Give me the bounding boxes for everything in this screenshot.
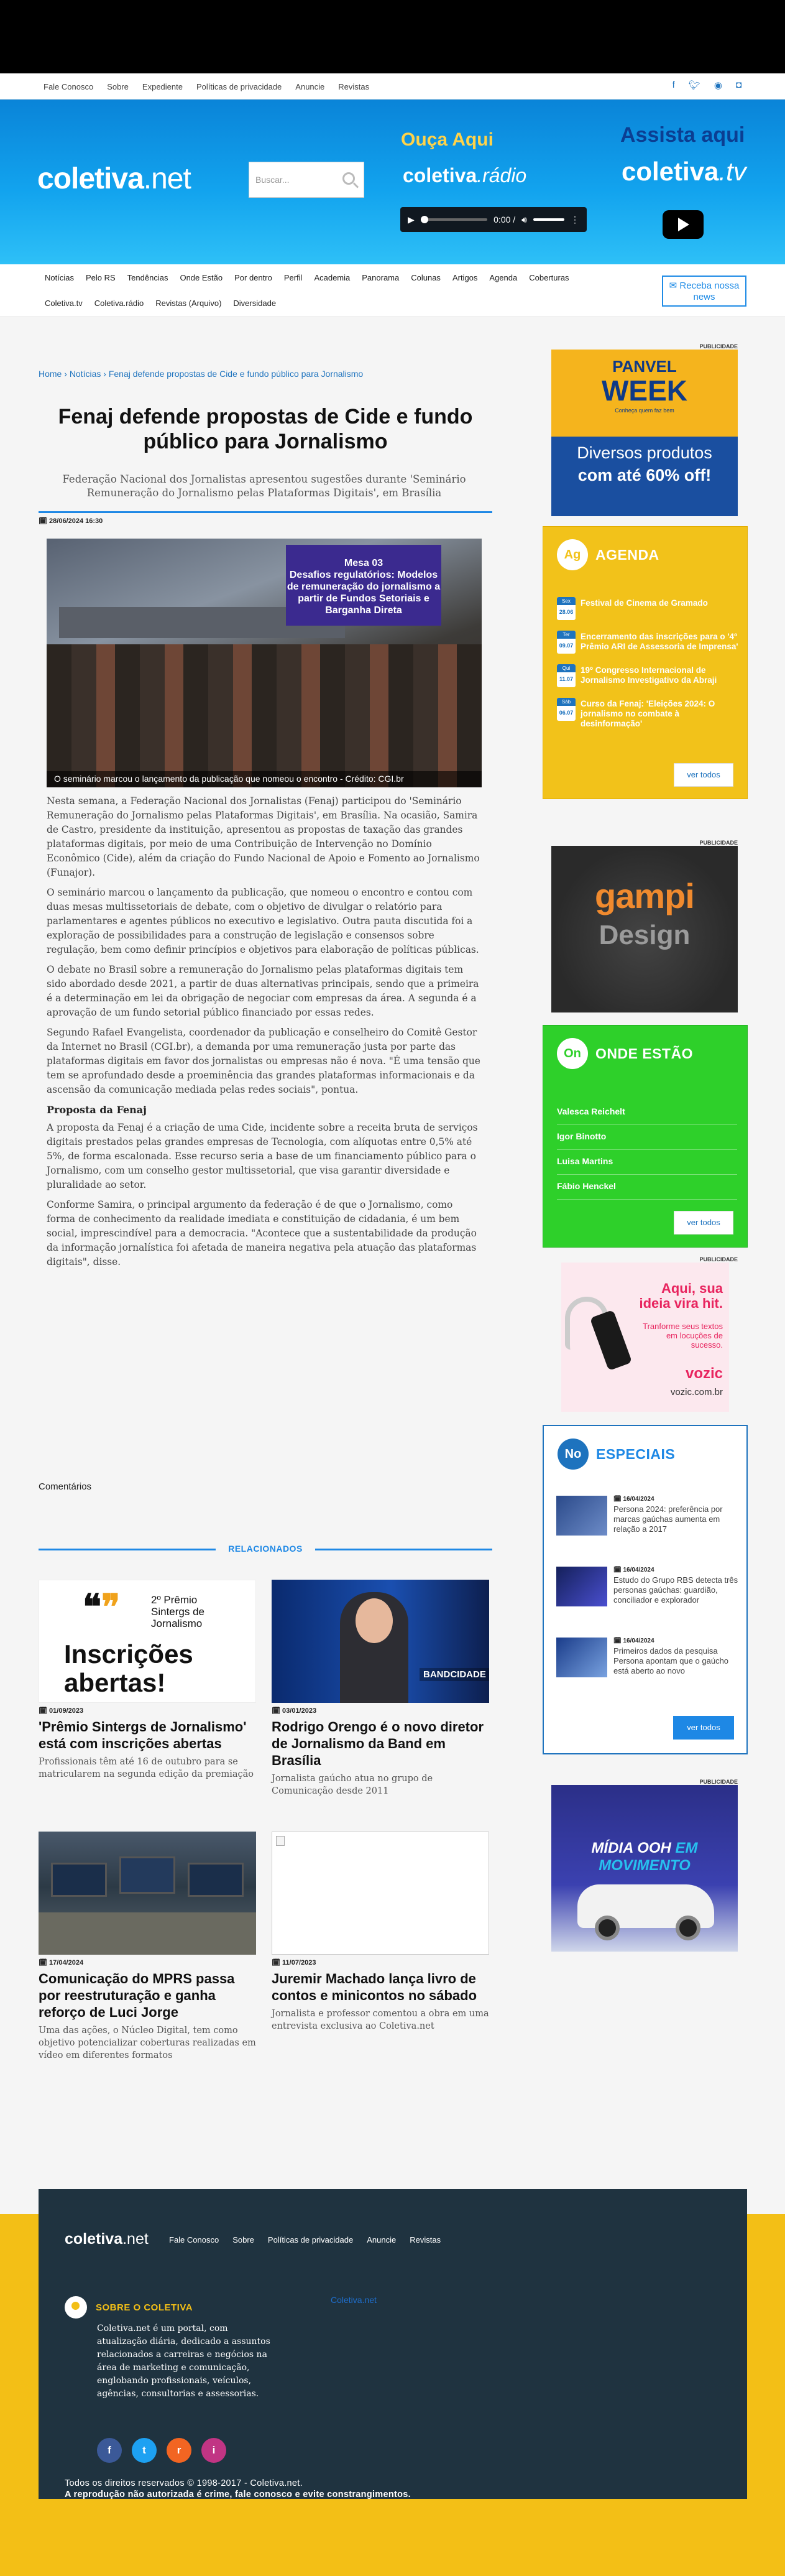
ad-label-2: PUBLICIDADE — [699, 840, 738, 846]
especiais-item[interactable] — [556, 1567, 740, 1638]
ad-label-4: PUBLICIDADE — [699, 1779, 738, 1785]
onde-estao-widget — [543, 1025, 748, 1248]
onde-list — [557, 1100, 737, 1200]
agenda-date — [557, 698, 576, 721]
footer-links — [169, 2235, 441, 2245]
agenda-item[interactable] — [557, 664, 740, 687]
especiais-date-value: 16/04/2024 — [623, 1638, 654, 1644]
top-utility-nav — [0, 73, 785, 100]
especiais-header — [558, 1439, 675, 1470]
article-paragraph: Segundo Rafael Evangelista, coordenador da publicação e conselheiro do Comitê Gestor da Internet no Brasil (CGI.br), a demanda por uma remuneração justa por parte das plataformas digitais em favor dos jornalistas ou empresas não é nova. "É uma tensão que tem se aprofundado desde a proeminência das grandes plataformas informacionais e da ascensão da comunicação mediada pelas redes sociais", pontua. — [47, 1027, 480, 1095]
top-link[interactable]: Políticas de privacidade — [196, 82, 282, 91]
comments-heading: Comentários — [39, 1481, 92, 1492]
article-title: Fenaj defende propostas de Cide e fundo público para Jornalismo — [58, 405, 473, 453]
related-image-text-2: Inscrições abertas! — [64, 1639, 193, 1697]
broken-image-icon — [276, 1836, 285, 1846]
agenda-weekday: Ter — [557, 631, 576, 639]
footer-link[interactable]: Sobre — [232, 2235, 254, 2245]
related-heading — [39, 1542, 492, 1556]
nav-item[interactable]: Artigos — [452, 273, 478, 282]
monitor-shape-3 — [188, 1863, 244, 1897]
especiais-item[interactable] — [556, 1496, 740, 1567]
agenda-item-title[interactable]: Curso da Fenaj: 'Eleições 2024: O jornalismo no combate à desinformação' — [581, 699, 715, 728]
facebook-icon[interactable]: f — [97, 2438, 122, 2463]
footer — [39, 2189, 747, 2499]
especiais-text — [613, 1638, 740, 1708]
especiais-list — [556, 1496, 740, 1708]
nav-item[interactable]: Colunas — [411, 273, 441, 282]
volume-icon[interactable]: 🔊︎ — [521, 214, 527, 225]
agenda-widget — [543, 526, 748, 799]
especiais-date-value: 16/04/2024 — [623, 1567, 654, 1573]
related-image-text-1: 2º Prêmio Sintergs de Jornalismo — [151, 1594, 204, 1629]
especiais-date-value: 16/04/2024 — [623, 1496, 654, 1503]
vozic-line1: Aqui, sua ideia vira hit. — [639, 1281, 723, 1311]
panvel-ad-top — [551, 350, 738, 437]
related-date-4: 🗓︎ 11/07/2023 — [272, 1959, 316, 1967]
car-wheel — [595, 1916, 620, 1940]
main-nav — [0, 264, 785, 317]
related-card-3[interactable] — [39, 1832, 256, 2062]
more-options-icon[interactable]: ⋮ — [571, 214, 579, 225]
especiais-more-button[interactable]: ver todos — [673, 1716, 734, 1740]
vozic-line4: vozic.com.br — [670, 1387, 723, 1397]
panvel-line2: WEEK — [602, 374, 687, 407]
related-title-1[interactable]: 'Prêmio Sintergs de Jornalismo' está com inscrições abertas — [39, 1719, 247, 1751]
agenda-item-title[interactable]: Festival de Cinema de Gramado — [581, 598, 708, 608]
footer-about-header — [65, 2296, 193, 2319]
search-input[interactable]: Buscar... — [249, 162, 364, 198]
monitor-shape — [51, 1863, 107, 1897]
onde-header — [557, 1038, 693, 1069]
related-card-1[interactable] — [39, 1580, 256, 1781]
especiais-date — [613, 1567, 740, 1573]
agenda-day: 11.07 — [559, 676, 574, 682]
breadcrumb-section[interactable]: Notícias — [69, 369, 101, 379]
onde-more-button[interactable]: ver todos — [674, 1211, 733, 1235]
article-paragraph: Nesta semana, a Federação Nacional dos Jornalistas (Fenaj) participou do 'Seminário Remuneração do Jornalismo pelas Plataformas Digitais', em Brasília. Na ocasião, Samira de Castro, presidente da instituição, apresentou as propostas de taxação das grandes plataformas digitais, por meio de uma Contribuição de Intervenção no Domínio Econômico (Cide), além da criação do Fundo Nacional de Apoio e Fomento ao Jornalismo (Funajor). — [47, 795, 480, 878]
onde-item[interactable]: Luisa Martins — [557, 1150, 737, 1175]
related-image-1[interactable] — [39, 1580, 256, 1703]
vozic-line3: vozic — [685, 1365, 723, 1382]
nav-item[interactable]: Por dentro — [234, 273, 272, 282]
footer-link[interactable]: Políticas de privacidade — [267, 2235, 354, 2245]
agenda-item-title[interactable]: Encerramento das inscrições para o '4º Prêmio ARI de Assessoria de Imprensa' — [581, 632, 738, 651]
panvel-ad[interactable] — [551, 350, 738, 516]
footer-logo[interactable]: coletiva.net — [65, 2230, 149, 2248]
especiais-item-title[interactable]: Persona 2024: preferência por marcas gaúchas aumenta em relação a 2017 — [613, 1504, 723, 1534]
search-icon[interactable] — [342, 172, 355, 185]
monitor-shape-2 — [119, 1856, 175, 1894]
article-paragraph: A proposta da Fenaj é a criação de uma Cide, incidente sobre a receita bruta de serviços digitais prestados pelas grandes empresas de Tecnologia, com alíquotas entre 0,5% até 5%, de forma escalonada. Esse recurso seria a base de um financiamento público para o Jornalismo, com um conselho gestor multissetorial, que visa garantir diversidade e pluralidade ao setor. — [47, 1122, 478, 1190]
play-icon[interactable]: ▶ — [408, 214, 415, 225]
person-face — [356, 1598, 393, 1643]
related-title: RELACIONADOS — [228, 1544, 303, 1554]
audio-progress[interactable] — [421, 218, 487, 221]
youtube-play-icon[interactable] — [663, 210, 704, 239]
top-link[interactable]: Sobre — [107, 82, 129, 91]
agenda-date — [557, 664, 576, 687]
midia-ooh-ad[interactable] — [551, 1785, 738, 1952]
related-title-3[interactable]: Comunicação do MPRS passa por reestruturação e ganha reforço de Luci Jorge — [39, 1971, 235, 2020]
agenda-item[interactable] — [557, 597, 740, 620]
especiais-date — [613, 1638, 740, 1644]
main-nav-row2 — [45, 299, 276, 308]
instagram-icon[interactable]: i — [201, 2438, 226, 2463]
top-black-bar — [0, 0, 785, 73]
vozic-line2: Tranforme seus textos em locuções de sucesso. — [643, 1322, 723, 1350]
top-link[interactable]: Expediente — [142, 82, 183, 91]
agenda-badge: Ag — [557, 539, 588, 570]
about-icon — [65, 2296, 87, 2319]
agenda-day: 28.06 — [559, 609, 574, 615]
related-summary-1: Profissionais têm até 16 de outubro para se matricularem na segunda edição da premiação — [39, 1757, 254, 1779]
newsletter-button[interactable]: ✉ Receba nossa news — [662, 276, 746, 307]
agenda-date — [557, 631, 576, 654]
agenda-date — [557, 597, 576, 620]
related-summary-3: Uma das ações, o Núcleo Digital, tem como objetivo potencializar coberturas realizadas em vídeo em diferentes formatos — [39, 2026, 256, 2060]
top-social — [673, 80, 741, 91]
photo-audience — [47, 644, 482, 787]
nav-item[interactable]: Agenda — [489, 273, 518, 282]
nav-item[interactable]: Pelo RS — [85, 273, 116, 282]
especiais-text — [613, 1567, 740, 1638]
agenda-more-button[interactable]: ver todos — [674, 763, 733, 787]
agenda-header — [557, 539, 659, 570]
especiais-thumbnail[interactable] — [556, 1567, 607, 1606]
related-rule-left — [39, 1549, 216, 1550]
agenda-item[interactable] — [557, 631, 740, 654]
footer-link[interactable]: Fale Conosco — [169, 2235, 219, 2245]
agenda-item-title[interactable]: 19º Congresso Internacional de Jornalismo Investigativo da Abraji — [581, 665, 717, 685]
rss-icon[interactable]: ◉ — [714, 80, 722, 91]
especiais-thumbnail[interactable] — [556, 1496, 607, 1536]
quote-icon: ❝❞ — [83, 1587, 121, 1626]
footer-about-text: Coletiva.net é um portal, com atualização diária, dedicado a assuntos relacionados a carreiras e negócios na área de marketing e comunicação, englobando profissionais, veículos, agências, consultorias e assessorias. — [97, 2323, 270, 2399]
related-date-3: 🗓︎ 17/04/2024 — [39, 1959, 84, 1967]
related-date-2: 🗓︎ 03/01/2023 — [272, 1707, 317, 1715]
related-card-2[interactable] — [272, 1580, 489, 1797]
article-date: 🗓︎ 28/06/2024 16:30 — [39, 517, 103, 525]
site-logo[interactable]: coletiva.net — [37, 162, 191, 195]
article-photo — [47, 539, 482, 787]
nav-item[interactable]: Revistas (Arquivo) — [155, 299, 222, 308]
breadcrumb: Home › Notícias › Fenaj defende propostas de Cide e fundo público para Jornalismo — [39, 369, 364, 379]
onde-item[interactable]: Fábio Henckel — [557, 1175, 737, 1200]
agenda-weekday: Sex — [557, 597, 576, 605]
calendar-icon: 🗓︎ — [613, 1567, 623, 1573]
calendar-icon: 🗓︎ — [613, 1638, 623, 1644]
photo-screen: Mesa 03 Desafios regulatórios: Modelos de remuneração do jornalismo a partir de Fundos Setoriais e Barganha Direta — [286, 545, 441, 626]
nav-item[interactable]: Tendências — [127, 273, 168, 282]
agenda-weekday: Sáb — [557, 698, 576, 706]
audio-time: 0:00 / — [493, 215, 516, 225]
nav-item[interactable]: Perfil — [283, 273, 303, 282]
footer-social — [97, 2438, 226, 2463]
top-link[interactable]: Revistas — [338, 82, 370, 91]
nav-item[interactable]: Onde Estão — [180, 273, 223, 282]
especiais-thumbnail[interactable] — [556, 1638, 607, 1677]
gampi-line1: gampi — [595, 876, 694, 915]
related-image-2[interactable] — [272, 1580, 489, 1703]
footer-coletiva-link[interactable]: Coletiva.net — [331, 2295, 377, 2305]
instagram-icon[interactable]: ◘ — [735, 80, 741, 90]
footer-link[interactable]: Revistas — [410, 2235, 441, 2245]
desk-shape — [39, 1912, 256, 1955]
nav-item[interactable]: Diversidade — [233, 299, 277, 308]
article-subtitle: Federação Nacional dos Jornalistas apresentou sugestões durante 'Seminário Remuneração do Jornalismo pelas Plataformas Digitais', em Brasília — [62, 473, 466, 499]
header-banner — [0, 100, 785, 264]
nav-item[interactable]: Coletiva.rádio — [94, 299, 144, 308]
photo-caption: O seminário marcou o lançamento da publicação que nomeou o encontro - Crédito: CGI.br — [47, 771, 482, 787]
footer-link[interactable]: Anuncie — [367, 2235, 397, 2245]
article-paragraph: Conforme Samira, o principal argumento da federação é de que o Jornalismo, como forma de conhecimento da realidade imediata e constituição de cidadania, é um bem social, imprescindível para a democracia. "Acontece que a sustentabilidade da produção da informação jornalística foi afetada de maneira negativa pela atuação das plataformas digitais", disse. — [47, 1199, 477, 1267]
calendar-icon: 🗓︎ — [613, 1496, 623, 1503]
especiais-text — [613, 1496, 740, 1567]
article-paragraph: O seminário marcou o lançamento da publicação, que nomeou o encontro e contou com duas mesas multissetoriais de debate, com o objetivo de divulgar o relatório para parlamentares e agentes públicos no executivo e legislativo. Outra pauta discutida foi a exploração de possibilidades para a construção de legislação e consensos sobre regulação, bem como definir princípios e objetivos para elaboração de políticas públicas. — [47, 887, 479, 955]
especiais-widget — [543, 1425, 748, 1754]
title-divider — [39, 511, 492, 513]
nav-item[interactable]: Coberturas — [529, 273, 569, 282]
agenda-list — [557, 597, 740, 739]
related-card-4[interactable] — [272, 1832, 489, 2032]
related-rule-right — [315, 1549, 492, 1550]
footer-about-title: SOBRE O COLETIVA — [96, 2302, 193, 2313]
radio-heading: Ouça Aqui — [401, 129, 493, 150]
related-summary-4: Jornalista e professor comentou a obra em uma entrevista exclusiva ao Coletiva.net — [272, 2009, 489, 2031]
ad-label: PUBLICIDADE — [699, 343, 738, 350]
audio-player[interactable] — [400, 207, 587, 232]
related-summary-2: Jornalista gaúcho atua no grupo de Comunicação desde 2011 — [272, 1774, 433, 1796]
agenda-item[interactable] — [557, 698, 740, 729]
related-image-4[interactable] — [272, 1832, 489, 1955]
especiais-date — [613, 1496, 740, 1503]
agenda-title: AGENDA — [595, 546, 659, 563]
related-title-4[interactable]: Juremir Machado lança livro de contos e minicontos no sábado — [272, 1971, 477, 2003]
tv-heading: Assista aqui — [620, 123, 745, 147]
especiais-item-title[interactable]: Primeiros dados da pesquisa Persona apontam que o gaúcho está aberto ao novo — [613, 1646, 729, 1675]
tv-logo[interactable]: coletiva.tv — [622, 157, 746, 186]
nav-item[interactable]: Coletiva.tv — [45, 299, 83, 308]
volume-slider[interactable] — [533, 218, 564, 221]
vozic-ad[interactable] — [561, 1263, 729, 1412]
breadcrumb-current: Fenaj defende propostas de Cide e fundo público para Jornalismo — [108, 369, 364, 379]
gampi-line2: Design — [599, 920, 691, 950]
onde-title: ONDE ESTÃO — [595, 1045, 694, 1062]
radio-logo[interactable]: coletiva.rádio — [403, 164, 527, 187]
nav-item[interactable]: Panorama — [362, 273, 400, 282]
top-links — [44, 82, 369, 91]
related-image-text-3: BANDCIDADE — [420, 1668, 489, 1681]
car-wheel — [676, 1916, 700, 1940]
panvel-line1: PANVEL — [612, 357, 677, 376]
article-body — [47, 794, 482, 1275]
related-title-2[interactable]: Rodrigo Orengo é o novo diretor de Jornalismo da Band em Brasília — [272, 1719, 484, 1768]
gampi-ad[interactable] — [551, 846, 738, 1012]
onde-badge: On — [557, 1038, 588, 1069]
agenda-weekday: Qui — [557, 664, 576, 672]
article-subheading: Proposta da Fenaj — [47, 1104, 147, 1116]
agenda-day: 06.07 — [559, 710, 574, 716]
panvel-line3: Conheça quem faz bem — [615, 407, 674, 414]
copyright: Todos os direitos reservados © 1998-2017 - Coletiva.net. A reprodução não autorizada é crime, fale conosco e evite constrangimentos. — [65, 2478, 411, 2500]
onde-item[interactable]: Igor Binotto — [557, 1125, 737, 1150]
main-nav-row1 — [45, 273, 569, 282]
related-date-1: 🗓︎ 01/09/2023 — [39, 1707, 84, 1715]
twitter-icon[interactable]: 🐦︎ — [688, 80, 700, 91]
nav-item[interactable]: Notícias — [45, 273, 74, 282]
panvel-offer: Diversos produtos com até 60% off! — [577, 443, 712, 484]
facebook-icon[interactable]: f — [672, 80, 675, 90]
top-link[interactable]: Anuncie — [295, 82, 325, 91]
twitter-icon[interactable]: t — [132, 2438, 157, 2463]
especiais-item-title[interactable]: Estudo do Grupo RBS detecta três personas gaúchas: guardião, conciliador e explorador — [613, 1575, 738, 1605]
midia-ooh-text: MÍDIA OOH EM MOVIMENTO — [591, 1840, 698, 1874]
especiais-title: ESPECIAIS — [596, 1445, 676, 1462]
nav-item[interactable]: Academia — [314, 273, 351, 282]
agenda-day: 09.07 — [559, 642, 574, 649]
calendar-icon: 🗓︎ — [39, 517, 50, 525]
ad-label-3: PUBLICIDADE — [699, 1256, 738, 1263]
especiais-item[interactable] — [556, 1638, 740, 1708]
breadcrumb-home[interactable]: Home — [39, 369, 62, 379]
article-paragraph: O debate no Brasil sobre a remuneração do Jornalismo pelas plataformas digitais tem sido abordado desde 2021, a partir de duas alternativas principais, sendo que a primeira é a determinação em lei da obrigação de negociar com empresas da área. A segunda é a aprovação de um fundo setorial público financiado por essas redes. — [47, 964, 479, 1018]
rss-icon[interactable]: r — [167, 2438, 191, 2463]
related-image-3[interactable] — [39, 1832, 256, 1955]
onde-item[interactable]: Valesca Reichelt — [557, 1100, 737, 1125]
especiais-badge: No — [558, 1439, 589, 1470]
top-link[interactable]: Fale Conosco — [44, 82, 94, 91]
